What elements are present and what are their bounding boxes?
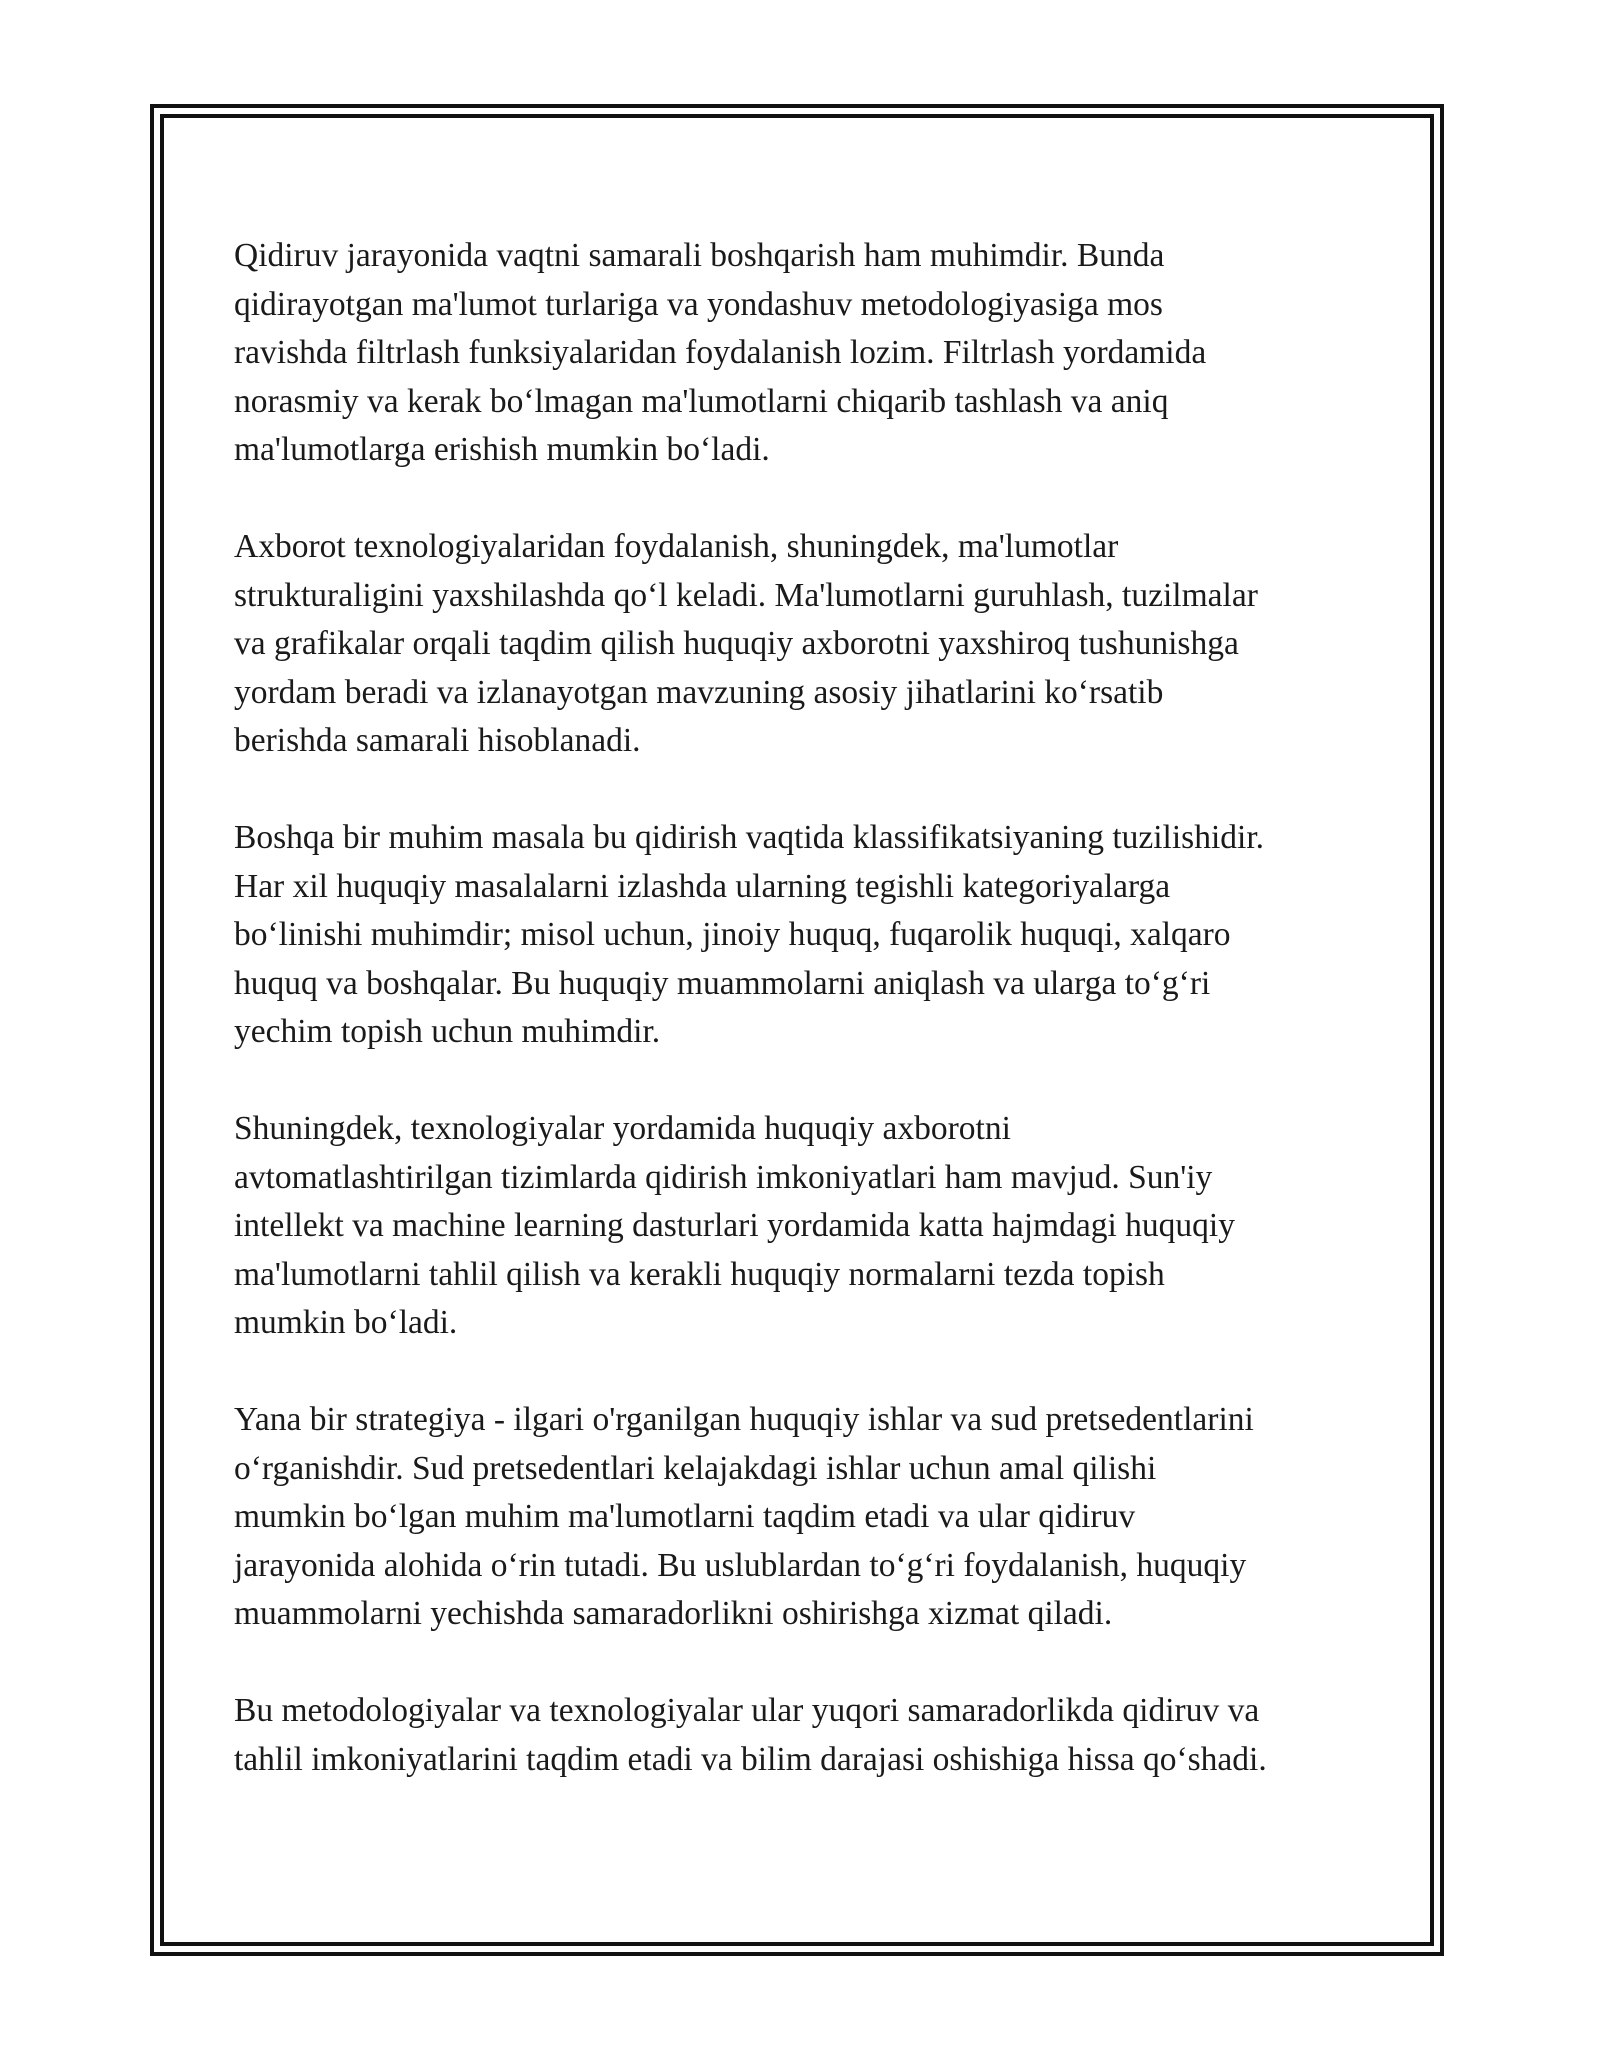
paragraph-4: Shuningdek, texnologiyalar yordamida huquqiy axborotni avtomatlashtirilgan tizimlarda qidirish imkoniyatlari ham mavjud. Sun'iy intellekt va machine learning dasturlari yordamida katta hajmdagi huquqiy ma'lumotlarni tahlil qilish va kerakli huquqiy normalarni tezda topish mumkin bo‘ladi. <box>234 1110 1235 1341</box>
paragraph-2: Axborot texnologiyalaridan foydalanish, shuningdek, ma'lumotlar strukturaligini yaxshilashda qo‘l keladi. Ma'lumotlarni guruhlash, tuzilmalar va grafikalar orqali taqdim qilish huquqiy axborotni yaxshiroq tushunishga yordam beradi va izlanayotgan mavzuning asosiy jihatlarini ko‘rsatib berishda samarali hisoblanadi. <box>234 528 1258 759</box>
paragraph-5: Yana bir strategiya - ilgari o'rganilgan huquqiy ishlar va sud pretsedentlarini o‘rganishdir. Sud pretsedentlari kelajakdagi ishlar uchun amal qilishi mumkin bo‘lgan muhim ma'lumotlarni taqdim etadi va ular qidiruv jarayonida alohida o‘rin tutadi. Bu uslublardan to‘g‘ri foydalanish, huquqiy muammolarni yechishda samaradorlikni oshirishga xizmat qiladi. <box>234 1401 1254 1632</box>
document-body <box>234 232 1384 1784</box>
paragraph-6: Bu metodologiyalar va texnologiyalar ular yuqori samaradorlikda qidiruv va tahlil imkoniyatlarini taqdim etadi va bilim darajasi oshishiga hissa qo‘shadi. <box>234 1692 1267 1778</box>
paragraph-3: Boshqa bir muhim masala bu qidirish vaqtida klassifikatsiyaning tuzilishidir. Har xil huquqiy masalalarni izlashda ularning tegishli kategoriyalarga bo‘linishi muhimdir; misol uchun, jinoiy huquq, fuqarolik huquqi, xalqaro huquq va boshqalar. Bu huquqiy muammolarni aniqlash va ularga to‘g‘ri yechim topish uchun muhimdir. <box>234 819 1265 1050</box>
paragraph-1: Qidiruv jarayonida vaqtni samarali boshqarish ham muhimdir. Bunda qidirayotgan ma'lumot turlariga va yondashuv metodologiyasiga mos ravishda filtrlash funksiyalaridan foydalanish lozim. Filtrlash yordamida norasmiy va kerak bo‘lmagan ma'lumotlarni chiqarib tashlash va aniq ma'lumotlarga erishish mumkin bo‘ladi. <box>234 237 1207 468</box>
